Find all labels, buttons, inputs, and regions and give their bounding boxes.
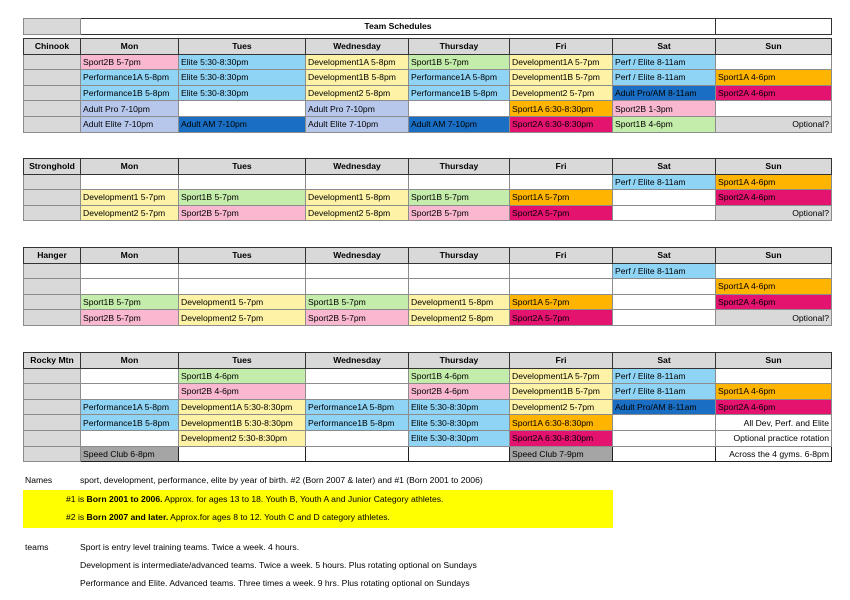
day-header: Mon <box>81 248 179 264</box>
schedule-cell: Optional practice rotation <box>716 430 832 446</box>
row-label-cell <box>24 205 81 221</box>
schedule-cell: Adult Pro/AM 8-11am <box>613 399 716 415</box>
schedule-cell: Elite 5:30-8:30pm <box>409 415 510 431</box>
schedule-cell <box>613 279 716 295</box>
row-label-cell <box>24 190 81 206</box>
schedule-cell: Development1A 5:30-8:30pm <box>179 399 306 415</box>
row-label-cell <box>24 279 81 295</box>
schedule-row <box>24 70 832 86</box>
row-label-cell <box>24 310 81 326</box>
schedule-cell: Performance1A 5-8pm <box>306 399 409 415</box>
schedule-cell: Performance1B 5-8pm <box>409 85 510 101</box>
schedule-cell: Sport1A 4-6pm <box>716 70 832 86</box>
schedule-cell: Sport2A 5-7pm <box>510 205 613 221</box>
day-header: Fri <box>510 248 613 264</box>
schedule-cell <box>306 430 409 446</box>
schedule-cell: Perf / Elite 8-11am <box>613 263 716 279</box>
schedule-cell <box>81 263 179 279</box>
schedule-cell <box>409 174 510 190</box>
gym-table-stronghold <box>23 158 832 221</box>
schedule-cell: Sport1B 5-7pm <box>81 294 179 310</box>
schedule-row <box>24 294 832 310</box>
schedule-cell: Sport2B 4-6pm <box>409 384 510 400</box>
teams-label: teams <box>25 542 49 552</box>
schedule-row <box>24 116 832 132</box>
schedule-cell <box>81 174 179 190</box>
group-2-rest: Approx.for ages 8 to 12. Youth C and D category athletes. <box>168 512 390 522</box>
day-header: Sat <box>613 39 716 55</box>
schedule-cell: Development2 5:30-8:30pm <box>179 430 306 446</box>
day-header: Fri <box>510 159 613 175</box>
day-header: Thursday <box>409 248 510 264</box>
schedule-row <box>24 415 832 431</box>
teams-sport: Sport is entry level training teams. Twice a week. 4 hours. <box>80 542 300 552</box>
teams-performance-elite: Performance and Elite. Advanced teams. Three times a week. 9 hrs. Plus rotating optional on Sundays <box>80 578 470 588</box>
gym-name: Rocky Mtn <box>24 353 81 369</box>
schedule-cell: Development2 5-7pm <box>510 399 613 415</box>
teams-development: Development is intermediate/advanced teams. Twice a week. 5 hours. Plus rotating optional on Sundays <box>80 560 477 570</box>
schedule-cell: Development2 5-8pm <box>409 310 510 326</box>
gym-header-row <box>24 248 832 264</box>
schedule-cell: All Dev, Perf. and Elite <box>716 415 832 431</box>
schedule-row <box>24 310 832 326</box>
gym-table-chinook <box>23 38 832 133</box>
schedule-cell: Development1B 5:30-8:30pm <box>179 415 306 431</box>
schedule-cell: Sport2A 5-7pm <box>510 310 613 326</box>
schedule-cell <box>716 368 832 384</box>
schedule-cell: Optional? <box>716 205 832 221</box>
schedule-cell: Elite 5:30-8:30pm <box>409 399 510 415</box>
schedule-cell <box>81 430 179 446</box>
schedule-cell <box>716 263 832 279</box>
schedule-cell: Sport1A 4-6pm <box>716 174 832 190</box>
day-header: Mon <box>81 39 179 55</box>
schedule-cell: Sport2B 5-7pm <box>179 205 306 221</box>
schedule-cell <box>81 384 179 400</box>
schedule-cell: Sport2A 4-6pm <box>716 294 832 310</box>
gym-header-row <box>24 159 832 175</box>
row-label-cell <box>24 263 81 279</box>
day-header: Mon <box>81 353 179 369</box>
gym-table-hanger <box>23 247 832 326</box>
schedule-cell: Optional? <box>716 116 832 132</box>
schedule-cell: Sport2A 6:30-8:30pm <box>510 430 613 446</box>
schedule-cell: Across the 4 gyms. 6-8pm <box>716 446 832 462</box>
row-label-cell <box>24 446 81 462</box>
schedule-cell: Optional? <box>716 310 832 326</box>
schedule-cell: Sport2A 4-6pm <box>716 399 832 415</box>
day-header: Wednesday <box>306 39 409 55</box>
schedule-cell: Performance1A 5-8pm <box>81 70 179 86</box>
group-1-line <box>66 494 443 504</box>
group-1-rest: Approx. for ages 13 to 18. Youth B, Youth A and Junior Category athletes. <box>162 494 444 504</box>
schedule-cell: Sport1B 5-7pm <box>306 294 409 310</box>
schedule-cell <box>306 384 409 400</box>
schedule-row <box>24 54 832 70</box>
title-corner <box>24 19 81 35</box>
row-label-cell <box>24 116 81 132</box>
schedule-cell: Perf / Elite 8-11am <box>613 174 716 190</box>
schedule-cell: Elite 5:30-8:30pm <box>179 54 306 70</box>
day-header: Wednesday <box>306 159 409 175</box>
schedule-row <box>24 368 832 384</box>
schedule-cell: Perf / Elite 8-11am <box>613 70 716 86</box>
schedule-cell <box>179 446 306 462</box>
day-header: Fri <box>510 39 613 55</box>
day-header: Tues <box>179 39 306 55</box>
schedule-cell: Sport1A 6:30-8:30pm <box>510 415 613 431</box>
schedule-cell: Sport2A 4-6pm <box>716 190 832 206</box>
schedule-cell <box>510 279 613 295</box>
day-header: Thursday <box>409 39 510 55</box>
schedule-cell: Perf / Elite 8-11am <box>613 384 716 400</box>
day-header: Mon <box>81 159 179 175</box>
row-label-cell <box>24 294 81 310</box>
gym-header-row <box>24 353 832 369</box>
group-1-prefix: #1 is <box>66 494 87 504</box>
schedule-cell: Sport1A 4-6pm <box>716 384 832 400</box>
schedule-cell <box>306 446 409 462</box>
title-blank <box>716 19 832 35</box>
schedule-cell: Adult Pro 7-10pm <box>81 101 179 117</box>
schedule-cell: Sport2B 1-3pm <box>613 101 716 117</box>
schedule-cell: Adult AM 7-10pm <box>409 116 510 132</box>
schedule-cell: Development1B 5-7pm <box>510 384 613 400</box>
day-header: Wednesday <box>306 248 409 264</box>
day-header: Sat <box>613 159 716 175</box>
schedule-row <box>24 279 832 295</box>
schedule-cell: Development1B 5-8pm <box>306 70 409 86</box>
schedule-cell: Adult Elite 7-10pm <box>306 116 409 132</box>
names-label: Names <box>25 475 53 485</box>
schedule-row <box>24 174 832 190</box>
row-label-cell <box>24 54 81 70</box>
schedule-cell: Adult Pro/AM 8-11am <box>613 85 716 101</box>
schedule-cell: Sport1B 5-7pm <box>409 54 510 70</box>
schedule-cell <box>613 205 716 221</box>
schedule-cell <box>613 294 716 310</box>
schedule-cell <box>306 263 409 279</box>
schedule-cell: Sport1B 5-7pm <box>179 190 306 206</box>
schedule-cell: Sport1A 6:30-8:30pm <box>510 101 613 117</box>
schedule-row <box>24 190 832 206</box>
schedule-cell: Adult Elite 7-10pm <box>81 116 179 132</box>
row-label-cell <box>24 174 81 190</box>
schedule-cell: Sport2A 6:30-8:30pm <box>510 116 613 132</box>
schedule-cell: Development2 5-7pm <box>179 310 306 326</box>
gym-table-rocky-mtn <box>23 352 832 462</box>
schedule-cell: Sport1B 4-6pm <box>409 368 510 384</box>
schedule-cell: Performance1A 5-8pm <box>409 70 510 86</box>
schedule-row <box>24 399 832 415</box>
schedule-cell <box>179 101 306 117</box>
schedule-cell: Development2 5-8pm <box>306 85 409 101</box>
schedule-cell: Sport1A 4-6pm <box>716 279 832 295</box>
schedule-cell: Speed Club 6-8pm <box>81 446 179 462</box>
schedule-cell: Sport2B 4-6pm <box>179 384 306 400</box>
schedule-cell <box>716 101 832 117</box>
schedule-cell: Elite 5:30-8:30pm <box>179 70 306 86</box>
schedule-cell <box>179 263 306 279</box>
schedule-cell <box>179 279 306 295</box>
schedule-cell: Sport1B 5-7pm <box>409 190 510 206</box>
schedule-cell: Development1 5-7pm <box>81 190 179 206</box>
schedule-cell: Development1 5-7pm <box>179 294 306 310</box>
schedule-row <box>24 101 832 117</box>
schedule-row <box>24 85 832 101</box>
schedule-cell <box>613 190 716 206</box>
schedule-cell: Adult Pro 7-10pm <box>306 101 409 117</box>
schedule-cell: Sport2B 5-7pm <box>306 310 409 326</box>
row-label-cell <box>24 384 81 400</box>
day-header: Wednesday <box>306 353 409 369</box>
schedule-cell <box>81 368 179 384</box>
schedule-cell <box>306 279 409 295</box>
schedule-cell <box>613 446 716 462</box>
schedule-cell: Perf / Elite 8-11am <box>613 54 716 70</box>
schedule-cell: Development1A 5-7pm <box>510 54 613 70</box>
schedule-cell: Development1B 5-7pm <box>510 70 613 86</box>
row-label-cell <box>24 85 81 101</box>
day-header: Thursday <box>409 159 510 175</box>
schedule-cell <box>613 310 716 326</box>
gym-name: Hanger <box>24 248 81 264</box>
row-label-cell <box>24 70 81 86</box>
schedule-cell: Elite 5:30-8:30pm <box>179 85 306 101</box>
schedule-cell <box>613 430 716 446</box>
schedule-row <box>24 430 832 446</box>
schedule-cell: Development2 5-7pm <box>81 205 179 221</box>
schedule-row <box>24 384 832 400</box>
schedule-cell: Perf / Elite 8-11am <box>613 368 716 384</box>
schedule-cell: Development1 5-8pm <box>306 190 409 206</box>
gym-name: Stronghold <box>24 159 81 175</box>
day-header: Tues <box>179 353 306 369</box>
schedule-cell <box>306 174 409 190</box>
row-label-cell <box>24 415 81 431</box>
schedule-cell <box>306 368 409 384</box>
day-header: Fri <box>510 353 613 369</box>
schedule-cell: Development1A 5-7pm <box>510 368 613 384</box>
row-label-cell <box>24 101 81 117</box>
schedule-cell: Development2 5-7pm <box>510 85 613 101</box>
schedule-cell: Speed Club 7-9pm <box>510 446 613 462</box>
schedule-title: Team Schedules <box>81 19 716 35</box>
group-2-line <box>66 512 390 522</box>
group-1-bold: Born 2001 to 2006. <box>86 494 163 504</box>
schedule-cell <box>179 174 306 190</box>
schedule-cell: Sport2A 4-6pm <box>716 85 832 101</box>
schedule-cell <box>409 101 510 117</box>
day-header: Sun <box>716 39 832 55</box>
schedule-cell <box>510 263 613 279</box>
group-2-bold: Born 2007 and later. <box>86 512 169 522</box>
schedule-title-table <box>23 18 832 35</box>
schedule-cell <box>613 415 716 431</box>
schedule-cell <box>409 446 510 462</box>
schedule-cell: Adult AM 7-10pm <box>179 116 306 132</box>
group-2-prefix: #2 is <box>66 512 87 522</box>
schedule-cell: Sport2B 5-7pm <box>81 54 179 70</box>
schedule-cell <box>409 263 510 279</box>
day-header: Sun <box>716 248 832 264</box>
schedule-cell: Elite 5:30-8:30pm <box>409 430 510 446</box>
day-header: Sun <box>716 353 832 369</box>
schedule-cell: Sport1A 5-7pm <box>510 190 613 206</box>
row-label-cell <box>24 399 81 415</box>
row-label-cell <box>24 368 81 384</box>
day-header: Sun <box>716 159 832 175</box>
day-header: Thursday <box>409 353 510 369</box>
row-label-cell <box>24 430 81 446</box>
day-header: Sat <box>613 353 716 369</box>
schedule-cell: Development1 5-8pm <box>409 294 510 310</box>
schedule-cell: Performance1B 5-8pm <box>81 85 179 101</box>
schedule-row <box>24 446 832 462</box>
schedule-cell <box>81 279 179 295</box>
schedule-cell: Performance1B 5-8pm <box>81 415 179 431</box>
day-header: Tues <box>179 159 306 175</box>
gym-name: Chinook <box>24 39 81 55</box>
schedule-cell <box>510 174 613 190</box>
schedule-cell: Sport1A 5-7pm <box>510 294 613 310</box>
schedule-cell: Performance1B 5-8pm <box>306 415 409 431</box>
day-header: Tues <box>179 248 306 264</box>
schedule-row <box>24 263 832 279</box>
schedule-row <box>24 205 832 221</box>
schedule-cell: Sport2B 5-7pm <box>81 310 179 326</box>
gym-header-row <box>24 39 832 55</box>
schedule-cell <box>409 279 510 295</box>
schedule-cell: Performance1A 5-8pm <box>81 399 179 415</box>
schedule-cell: Sport1B 4-6pm <box>179 368 306 384</box>
schedule-cell: Development2 5-8pm <box>306 205 409 221</box>
schedule-cell: Development1A 5-8pm <box>306 54 409 70</box>
schedule-cell: Sport1B 4-6pm <box>613 116 716 132</box>
day-header: Sat <box>613 248 716 264</box>
schedule-cell <box>716 54 832 70</box>
names-text: sport, development, performance, elite by year of birth. #2 (Born 2007 & later) and #1 (Born 2001 to 2006) <box>80 475 483 485</box>
schedule-cell: Sport2B 5-7pm <box>409 205 510 221</box>
